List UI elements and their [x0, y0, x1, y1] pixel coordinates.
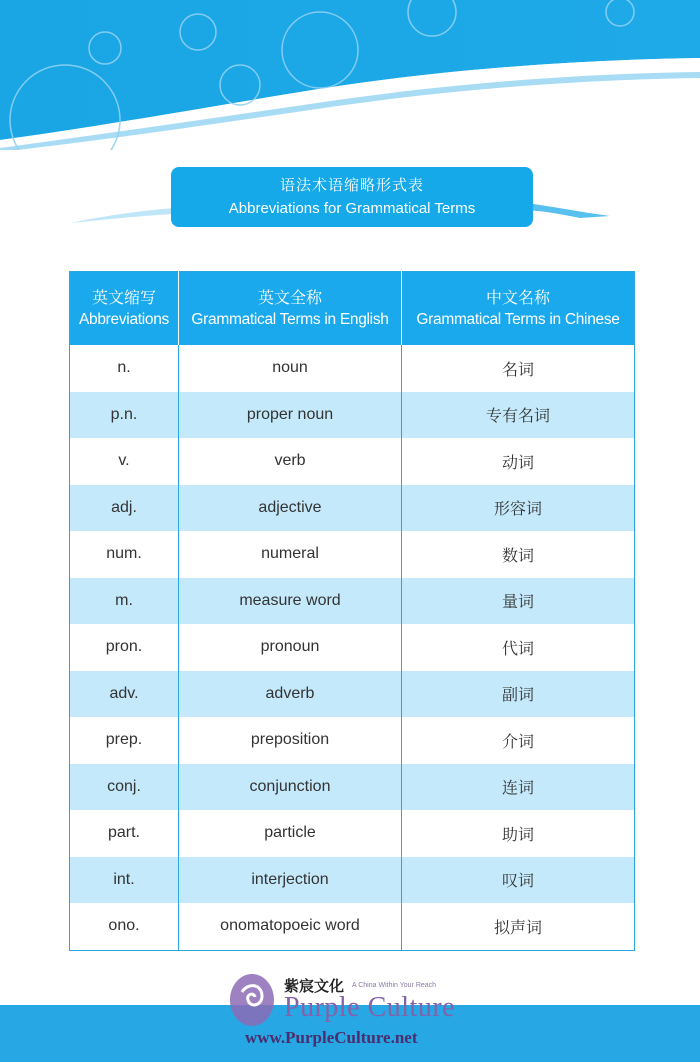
chinese-term-cell: 拟声词	[402, 903, 635, 950]
english-term-cell: numeral	[179, 531, 402, 578]
english-term-cell: adjective	[179, 485, 402, 532]
chinese-term-cell: 副词	[402, 671, 635, 718]
table-row	[70, 671, 635, 718]
table-row	[70, 857, 635, 904]
chinese-term-cell: 代词	[402, 624, 635, 671]
chinese-term-cell: 助词	[402, 810, 635, 857]
table-row	[70, 903, 635, 950]
title-swoosh-right	[520, 200, 620, 224]
abbreviation-cell: adj.	[70, 485, 179, 532]
watermark-chinese-name: 紫宸文化	[284, 977, 345, 995]
abbreviation-cell: conj.	[70, 764, 179, 811]
abbreviation-cell: pron.	[70, 624, 179, 671]
english-term-cell: interjection	[179, 857, 402, 904]
chinese-term-cell: 数词	[402, 531, 635, 578]
abbreviation-cell: p.n.	[70, 392, 179, 439]
table-header-row	[70, 272, 635, 346]
chinese-term-cell: 连词	[402, 764, 635, 811]
page-title-chinese: 语法术语缩略形式表	[279, 176, 424, 194]
page-title-box	[171, 167, 533, 227]
column-header-chinese: 英文缩写	[91, 287, 156, 307]
abbreviation-cell: v.	[70, 438, 179, 485]
table-row	[70, 578, 635, 625]
abbreviation-cell: int.	[70, 857, 179, 904]
watermark-url: www.PurpleCulture.net	[245, 1028, 418, 1047]
abbreviation-cell: ono.	[70, 903, 179, 950]
column-header-chinese: 英文全称	[257, 287, 322, 307]
chinese-term-cell: 叹词	[402, 857, 635, 904]
english-term-cell: onomatopoeic word	[179, 903, 402, 950]
table-row	[70, 717, 635, 764]
grammatical-terms-table	[69, 271, 635, 951]
abbreviation-cell: adv.	[70, 671, 179, 718]
english-term-cell: preposition	[179, 717, 402, 764]
table-row	[70, 624, 635, 671]
column-header-abbreviations	[70, 272, 179, 346]
chinese-term-cell: 名词	[402, 345, 635, 392]
table-row	[70, 485, 635, 532]
chinese-term-cell: 专有名词	[402, 392, 635, 439]
header-wave-background	[0, 0, 700, 150]
english-term-cell: pronoun	[179, 624, 402, 671]
chinese-term-cell: 量词	[402, 578, 635, 625]
table-row	[70, 764, 635, 811]
column-header-chinese-terms	[402, 272, 635, 346]
column-header-english-terms	[179, 272, 402, 346]
table-row	[70, 345, 635, 392]
column-header-english: Abbreviations	[78, 310, 170, 328]
abbreviation-cell: part.	[70, 810, 179, 857]
abbreviation-cell: prep.	[70, 717, 179, 764]
table-row	[70, 810, 635, 857]
table-row	[70, 392, 635, 439]
table-row	[70, 438, 635, 485]
english-term-cell: particle	[179, 810, 402, 857]
english-term-cell: measure word	[179, 578, 402, 625]
english-term-cell: noun	[179, 345, 402, 392]
chinese-term-cell: 形容词	[402, 485, 635, 532]
english-term-cell: proper noun	[179, 392, 402, 439]
abbreviation-cell: num.	[70, 531, 179, 578]
english-term-cell: conjunction	[179, 764, 402, 811]
abbreviation-cell: m.	[70, 578, 179, 625]
column-header-english: Grammatical Terms in Chinese	[416, 310, 620, 328]
watermark-tagline: A China Within Your Reach	[352, 982, 437, 989]
watermark-brand-name: Purple Culture	[284, 992, 456, 1023]
column-header-chinese: 中文名称	[485, 287, 550, 307]
column-header-english: Grammatical Terms in English	[191, 310, 389, 328]
english-term-cell: verb	[179, 438, 402, 485]
chinese-term-cell: 介词	[402, 717, 635, 764]
english-term-cell: adverb	[179, 671, 402, 718]
chinese-term-cell: 动词	[402, 438, 635, 485]
page-title-english: Abbreviations for Grammatical Terms	[228, 200, 476, 217]
abbreviation-cell: n.	[70, 345, 179, 392]
table-row	[70, 531, 635, 578]
